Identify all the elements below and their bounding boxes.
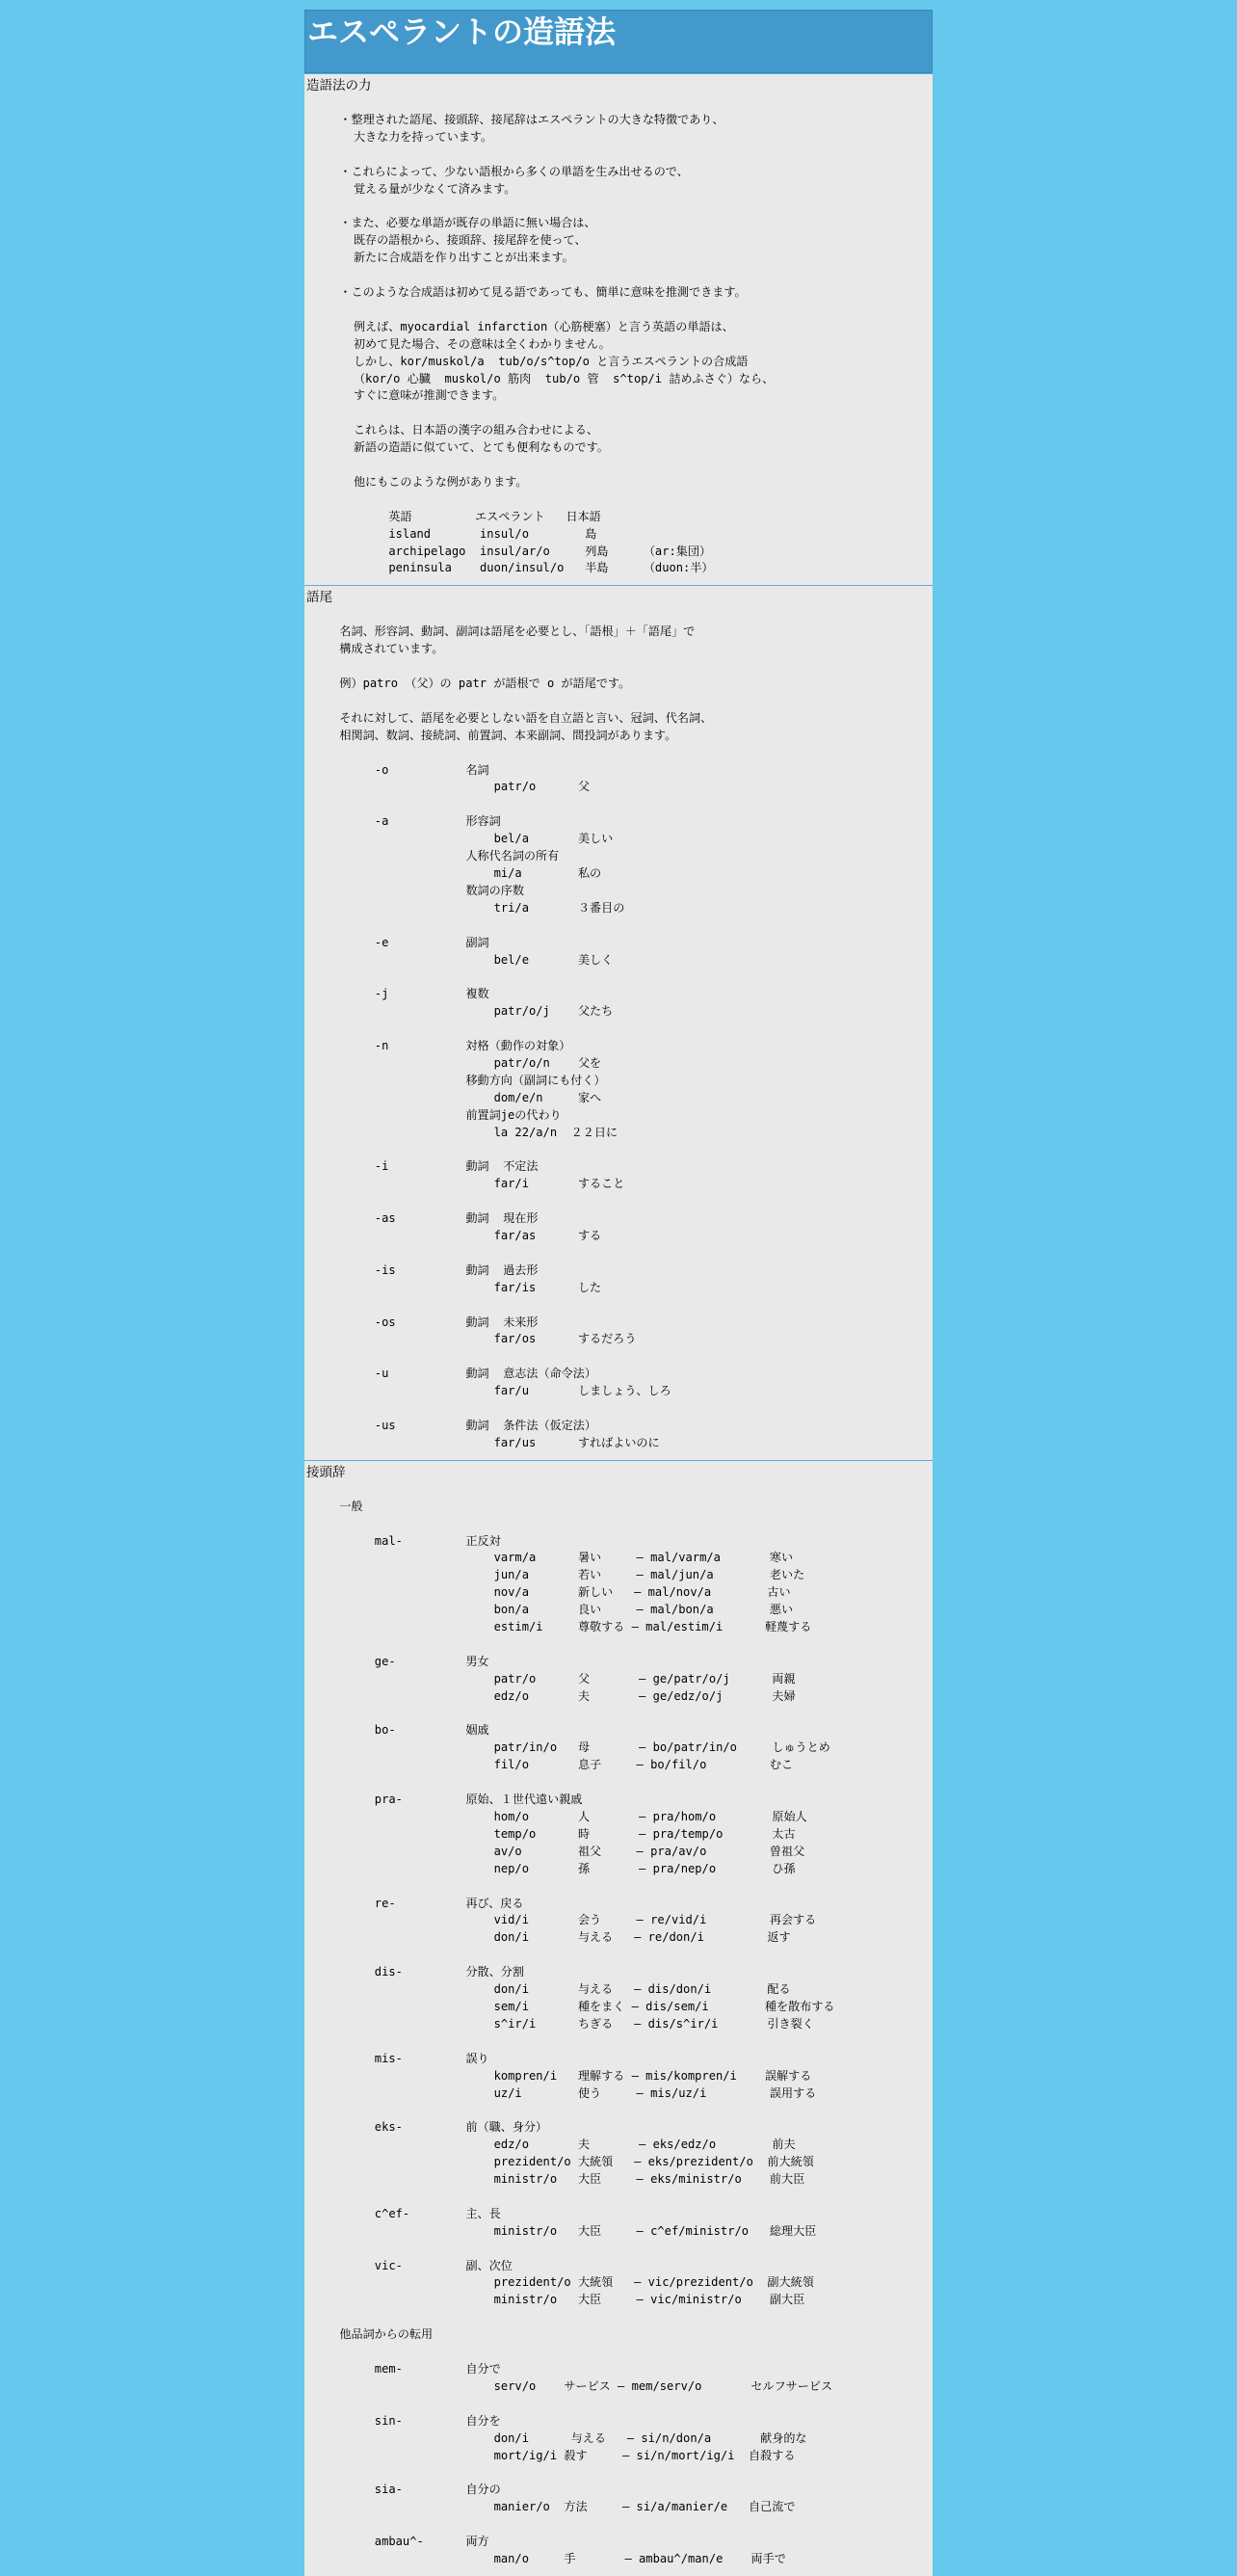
section-body: 一般 mal- 正反対 varm/a 暑い ― mal/varm/a 寒い jun/a 若い ― mal/jun/a 老いた nov/a 新しい ― mal/nov/a 古い bon/a 良い ― mal/bon/a 悪い estim/i 尊敬する ― mal/estim/i 軽蔑する ge- 男女 patr/o 父 ― ge/patr/o/j 両親 edz/o 夫 ― ge/edz/o/j 夫婦 bo- 姻戚 patr/in/o 母 ― bo/patr/in/o しゅうとめ fil/o 息子 ― bo/fil/o むこ pra- 原始、１世代遠い親戚 hom/o 人 ― pra/hom/o 原始人 temp/o 時 ― pra/temp/o 太古 av/o 祖父 ― pra/av/o 曽祖父 nep/o 孫 ― pra/nep/o ひ孫 re- 再び、戻る vid/i 会う ― re/vid/i 再会する don/i 与える ― re/don/i 返す dis- 分散、分割 don/i 与える ― dis/don/i 配る sem/i 種をまく ― dis/sem/i 種を散布する s^ir/i ちぎる ― dis/s^ir/i 引き裂く mis- 誤り kompren/i 理解する ― mis/kompren/i 誤解する uz/i 使う ― mis/uz/i 誤用する eks- 前（職、身分） edz/o 夫 ― eks/edz/o 前夫 prezident/o 大統領 ― eks/prezident/o 前大統領 ministr/o 大臣 ― eks/ministr/o 前大臣 c^ef- 主、長 ministr/o 大臣 ― c^ef/ministr/o 総理大臣 vic- 副、次位 prezident/o 大統領 ― vic/prezident/o 副大統領 ministr/o 大臣 ― vic/ministr/o 副大臣 他品詞からの転用 mem- 自分で serv/o サービス ― mem/serv/o セルフサービス sin- 自分を don/i 与える ― si/n/don/a 献身的な mort/ig/i 殺す ― si/n/mort/ig/i 自殺する sia- 自分の manier/o 方法 ― si/a/manier/e 自己流で ambau^- 両方 man/o 手 ― ambau^/man/e 両手で (339, 1499, 835, 2565)
page-title: エスペラントの造語法 (304, 10, 933, 73)
section-word-formation-power (304, 73, 933, 585)
section-prefixes (304, 1460, 933, 2576)
section-title: 接頭辞 (306, 1464, 346, 1480)
section-title: 造語法の力 (306, 78, 372, 93)
document-page (304, 10, 933, 2576)
section-word-endings (304, 585, 933, 1459)
section-title: 語尾 (306, 590, 332, 606)
section-body: 名詞、形容詞、動詞、副詞は語尾を必要とし、「語根」＋「語尾」で 構成されています。 例）patro （父）の patr が語根で o が語尾です。 それに対して、語尾を必要としない語を自立語と言い、冠詞、代名詞、 相関詞、数詞、接続詞、前置詞、本来副詞、間投詞があります。 -o 名詞 patr/o 父 -a 形容詞 bel/a 美しい 人称代名詞の所有 mi/a 私の 数詞の序数 tri/a ３番目の -e 副詞 bel/e 美しく -j 複数 patr/o/j 父たち -n 対格（動作の対象） patr/o/n 父を 移動方向（副詞にも付く） dom/e/n 家へ 前置詞jeの代わり la 22/a/n ２２日に -i 動詞 不定法 far/i すること -as 動詞 現在形 far/as する -is 動詞 過去形 far/is した -os 動詞 未来形 far/os するだろう -u 動詞 意志法（命令法） far/u しましょう、しろ -us 動詞 条件法（仮定法） far/us すればよいのに (339, 624, 713, 1449)
section-body: ・整理された語尾、接頭辞、接尾辞はエスペラントの大きな特徴であり、 大きな力を持っています。 ・これらによって、少ない語根から多くの単語を生み出せるので、 覚える量が少なくて済みます。 ・また、必要な単語が既存の単語に無い場合は、 既存の語根から、接頭辞、接尾辞を使って、 新たに合成語を作り出すことが出来ます。 ・このような合成語は初めて見る語であっても、簡単に意味を推測できます。 例えば、myocardial infarction（心筋梗塞）と言う英語の単語は、 初めて見た場合、その意味は全くわかりません。 しかし、kor/muskol/a tub/o/s^top/o と言うエスペラントの合成語 （kor/o 心臓 muskol/o 筋肉 tub/o 管 s^top/i 詰めふさぐ）なら、 すぐに意味が推測できます。 これらは、日本語の漢字の組み合わせによる、 新語の造語に似ていて、とても便利なものです。 他にもこのような例があります。 英語 エスペラント 日本語 island insul/o 島 archipelago insul/ar/o 列島 （ar:集団） peninsula duon/insul/o 半島 （duon:半） (339, 112, 775, 575)
